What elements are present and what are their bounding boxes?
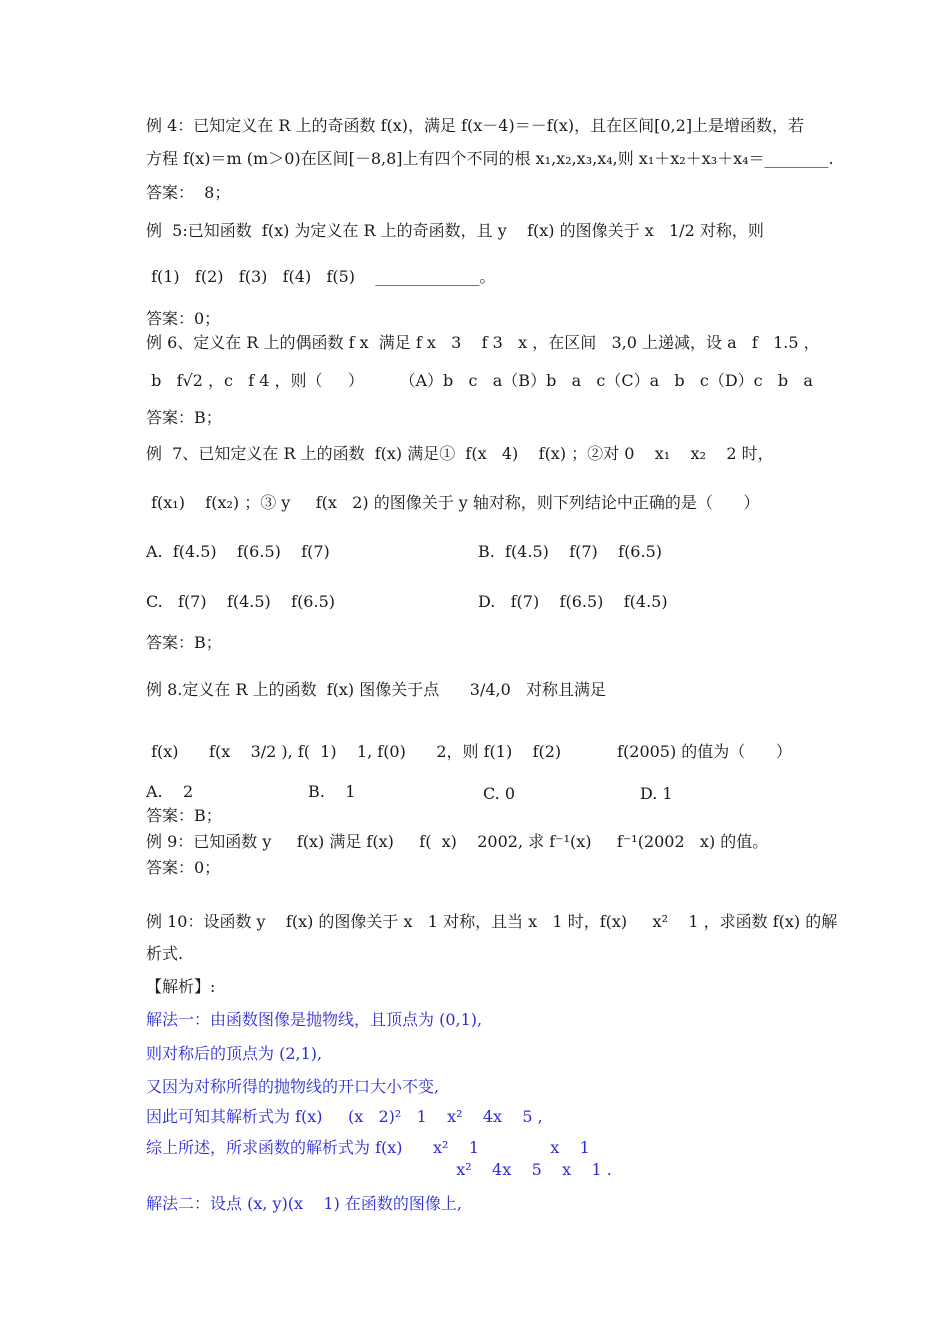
example-8-line-1: 例 8.定义在 R 上的函数 f(x) 图像关于点 3/4,0 对称且满足 <box>146 680 607 699</box>
method-1-line-1: 解法一：由函数图像是抛物线，且顶点为 (0,1), <box>146 1010 483 1029</box>
method-1-line-2: 则对称后的顶点为 (2,1), <box>146 1044 323 1063</box>
method-1-conclusion-line-2: x² 4x 5 x 1 . <box>146 1160 612 1179</box>
method-1-conclusion-line-1: 综上所述，所求函数的解析式为 f(x) x² 1 x 1 <box>146 1138 590 1157</box>
example-8-line-2: f(x) f(x 3/2 ), f( 1) 1, f(0) 2，则 f(1) f(2) f(2005) 的值为（ ） <box>146 742 792 761</box>
answer-8: 答案：B； <box>146 806 222 825</box>
example-9-line-1: 例 9：已知函数 y f(x) 满足 f(x) f( x) 2002, 求 f⁻¹(x) f⁻¹(2002 x) 的值。 <box>146 832 769 851</box>
method-1-line-4: 因此可知其解析式为 f(x) (x 2)² 1 x² 4x 5 , <box>146 1107 543 1126</box>
example-8-option-b: B. 1 <box>308 782 356 801</box>
example-7-line-1: 例 7、已知定义在 R 上的函数 f(x) 满足① f(x 4) f(x) ；②对 0 x₁ x₂ 2 时， <box>146 444 774 463</box>
example-10-line-2: 析式. <box>146 944 184 963</box>
example-7-option-c: C. f(7) f(4.5) f(6.5) <box>146 592 335 611</box>
example-8-option-a: A. 2 <box>146 782 194 801</box>
example-6-line-1: 例 6、定义在 R 上的偶函数 f x 满足 f x 3 f 3 x ，在区间 3,0 上递减，设 a f 1.5 ， <box>146 333 820 352</box>
example-6-line-2: b f√2 ，c f 4 ，则（ ） （A）b c a（B）b a c（C）a b c（D）c b a <box>146 371 813 390</box>
example-4-line-1: 例 4：已知定义在 R 上的奇函数 f(x)，满足 f(x－4)＝－f(x)，且在区间[0,2]上是增函数，若 <box>146 116 805 135</box>
example-10-line-1: 例 10：设函数 y f(x) 的图像关于 x 1 对称，且当 x 1 时，f(x) x² 1 ，求函数 f(x) 的解 <box>146 912 838 931</box>
example-7-option-b: B. f(4.5) f(7) f(6.5) <box>478 542 662 561</box>
example-7-line-2: f(x₁) f(x₂) ；③ y f(x 2) 的图像关于 y 轴对称，则下列结论中正确的是（ ） <box>146 493 760 512</box>
answer-5: 答案：0； <box>146 309 221 328</box>
method-2-line-1: 解法二：设点 (x, y)(x 1) 在函数的图像上, <box>146 1194 463 1213</box>
example-7-option-d: D. f(7) f(6.5) f(4.5) <box>478 592 668 611</box>
example-5-line-1: 例 5:已知函数 f(x) 为定义在 R 上的奇函数，且 y f(x) 的图像关于 x 1/2 对称，则 <box>146 221 764 240</box>
example-7-option-a: A. f(4.5) f(6.5) f(7) <box>146 542 330 561</box>
example-4-line-2: 方程 f(x)＝m (m＞0)在区间[－8,8]上有四个不同的根 x₁,x₂,x₃,x₄,则 x₁＋x₂＋x₃＋x₄＝________. <box>146 149 834 168</box>
example-5-line-2: f(1) f(2) f(3) f(4) f(5) _____________。 <box>146 267 496 286</box>
solution-heading: 【解析】: <box>146 977 216 996</box>
example-8-option-c: C. 0 <box>483 784 516 803</box>
example-8-option-d: D. 1 <box>640 784 673 803</box>
method-1-line-3: 又因为对称所得的抛物线的开口大小不变, <box>146 1077 440 1096</box>
answer-6: 答案：B； <box>146 408 222 427</box>
answer-7: 答案：B； <box>146 633 222 652</box>
answer-9: 答案：0； <box>146 858 221 877</box>
answer-4: 答案： 8； <box>146 183 231 202</box>
